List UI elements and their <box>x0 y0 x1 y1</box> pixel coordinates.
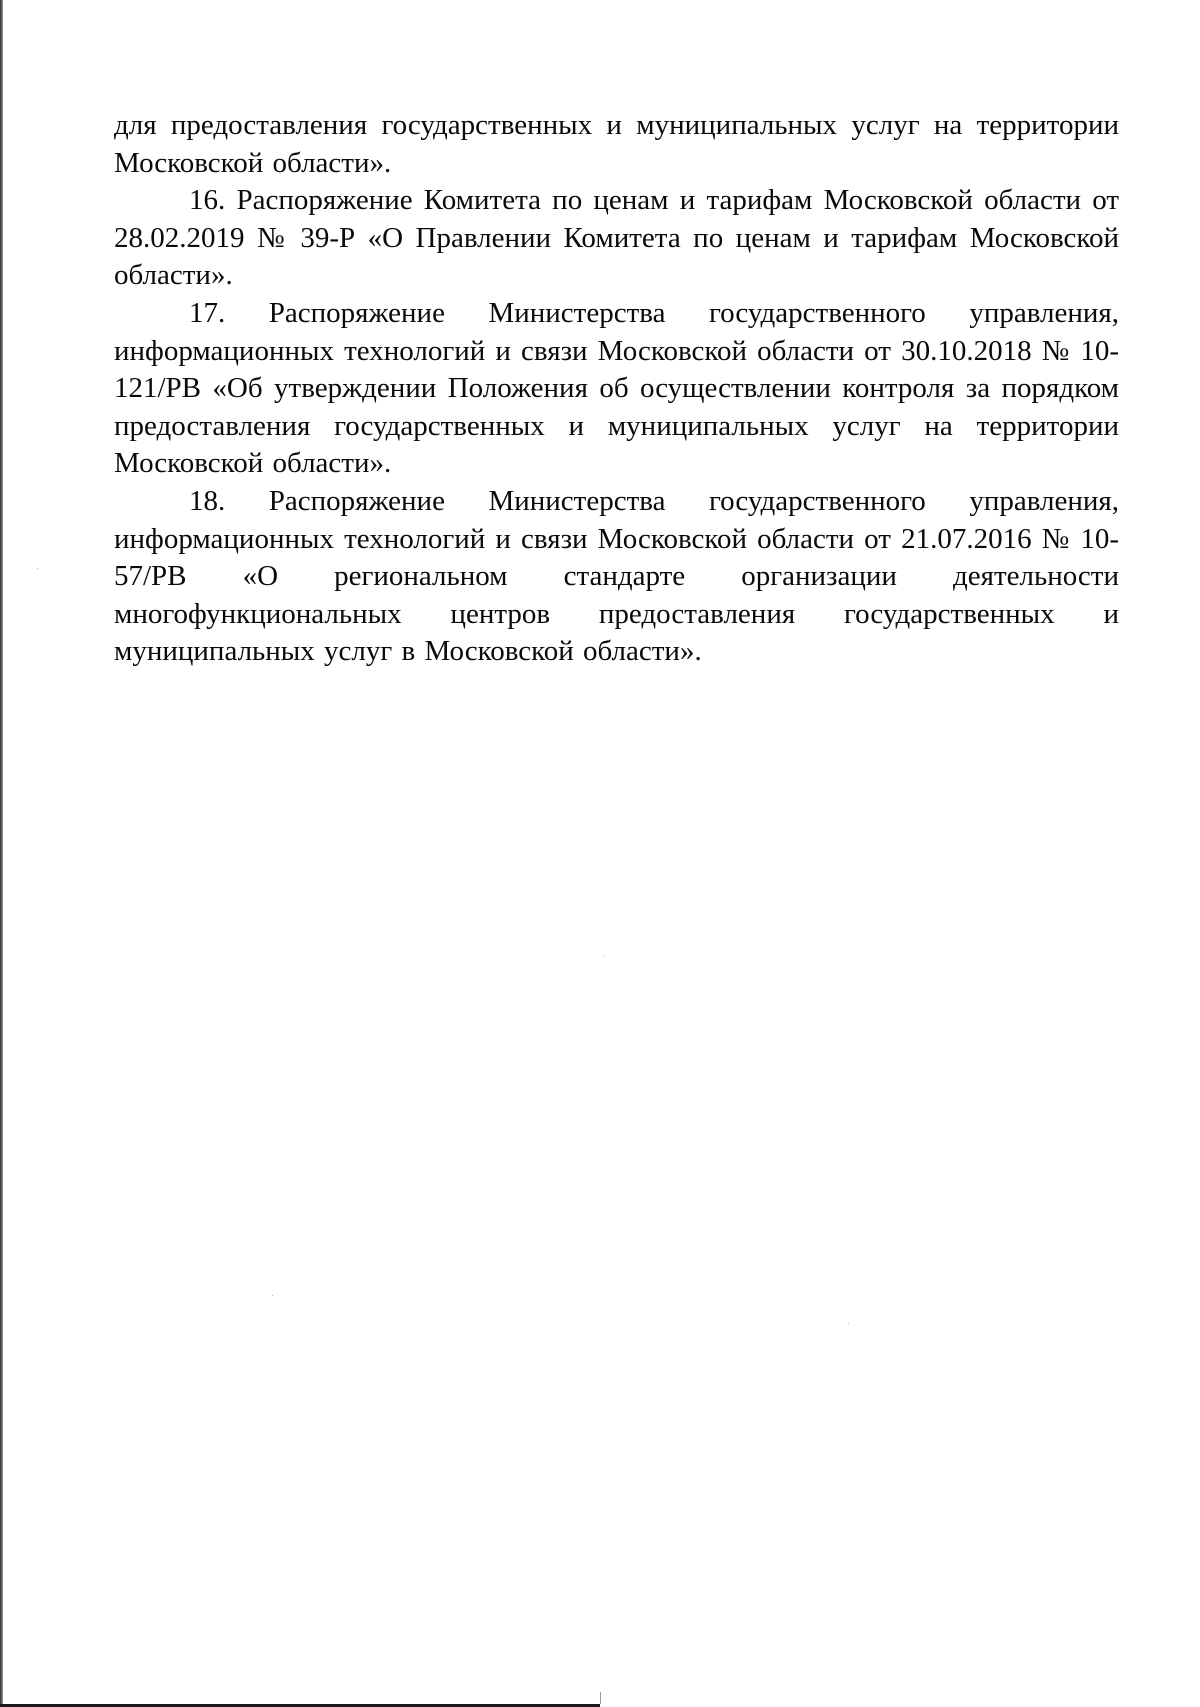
scan-speck <box>600 1692 601 1704</box>
document-body <box>114 107 1119 671</box>
scan-speck <box>37 568 38 569</box>
list-item-16: 16. Распоряжение Комитета по ценам и тарифам Московской области от 28.02.2019 № 39-Р «О Правлении Комитета по ценам и тарифам Московской области». <box>114 184 1119 292</box>
paragraph-continuation: для предоставления государственных и муниципальных услуг на территории Московской области». <box>114 109 1119 179</box>
scan-speck <box>603 955 604 956</box>
list-item-17: 17. Распоряжение Министерства государственного управления, информационных технологий и связи Московской области от 30.10.2018 № 10-121/РВ «Об утверждении Положения об осуществлении контроля за порядком предоставления государственных и муниципальных услуг на территории Московской области». <box>114 296 1119 480</box>
scan-left-edge <box>0 0 3 1707</box>
list-item-18: 18. Распоряжение Министерства государственного управления, информационных технологий и связи Московской области от 21.07.2016 № 10-57/РВ «О региональном стандарте организации деятельности многофункциональных центров предоставления государственных и муниципальных услуг в Московской области». <box>114 484 1119 668</box>
scan-speck <box>272 1295 273 1296</box>
scan-speck <box>848 1323 849 1324</box>
